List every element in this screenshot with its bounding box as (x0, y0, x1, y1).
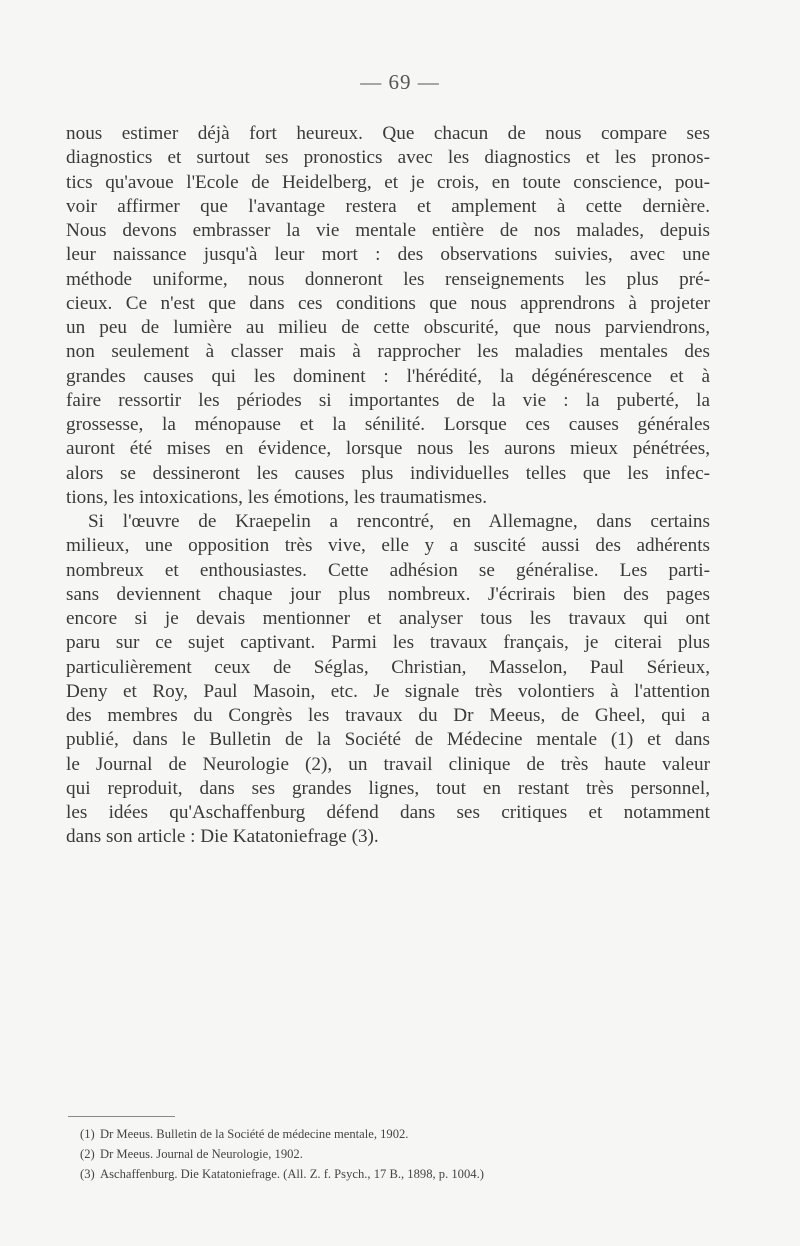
footnote-number: (2) (80, 1147, 95, 1161)
text-line: Nous devons embrasser la vie mentale entière de nos malades, depuis (66, 220, 710, 241)
text-line: nombreux et enthousiastes. Cette adhésion se généralise. Les parti- (66, 559, 710, 581)
text-line: cieux. Ce n'est que dans ces conditions que nous apprendrons à projeter (66, 292, 710, 314)
text-line: tions, les intoxications, les émotions, les traumatismes. (66, 486, 488, 508)
text-line: grossesse, la ménopause et la sénilité. Lorsque ces causes générales (66, 414, 710, 435)
text-line: publié, dans le Bulletin de la Société de Médecine mentale (1) et dans (66, 729, 710, 751)
text-line: méthode uniforme, nous donneront les renseignements les plus pré- (66, 268, 710, 290)
footnote-text: Aschaffenburg. Die Katatoniefrage. (All. Z. f. Psych., 17 B., 1898, p. 1004.) (100, 1167, 484, 1181)
page-number: — 69 — (360, 70, 440, 94)
text-line: des membres du Congrès les travaux du Dr Meeus, de Gheel, qui a (66, 705, 710, 726)
footnote-divider (68, 1116, 175, 1117)
text-line: milieux, une opposition très vive, elle y a suscité aussi des adhérents (66, 535, 710, 557)
footnote-text: Dr Meeus. Bulletin de la Société de médecine mentale, 1902. (100, 1127, 409, 1141)
text-line: faire ressortir les périodes si importantes de la vie : la puberté, la (66, 389, 710, 411)
text-line: les idées qu'Aschaffenburg défend dans ses critiques et notamment (66, 802, 710, 823)
footnote (80, 1164, 720, 1184)
text-line: qui reproduit, dans ses grandes lignes, tout en restant très personnel, (66, 777, 710, 799)
text-line: le Journal de Neurologie (2), un travail clinique de très haute valeur (66, 753, 710, 775)
text-line: Deny et Roy, Paul Masoin, etc. Je signale très volontiers à l'attention (66, 680, 710, 702)
text-line: encore si je devais mentionner et analyser tous les travaux qui ont (66, 608, 710, 629)
text-line: auront été mises en évidence, lorsque nous les aurons mieux pénétrées, (66, 438, 710, 460)
footnote-number: (3) (80, 1167, 95, 1181)
text-line: dans son article : Die Katatoniefrage (3). (66, 826, 379, 848)
text-line: particulièrement ceux de Séglas, Christian, Masselon, Paul Sérieux, (66, 656, 710, 678)
paragraph (66, 122, 710, 510)
text-line: alors se dessineront les causes plus individuelles telles que les infec- (66, 462, 710, 484)
text-line: Si l'œuvre de Kraepelin a rencontré, en Allemagne, dans certains (88, 511, 710, 532)
paragraph (66, 510, 710, 850)
text-line: non seulement à classer mais à rapprocher les maladies mentales des (66, 341, 710, 363)
text-line: leur naissance jusqu'à leur mort : des observations suivies, avec une (66, 244, 710, 266)
footnotes (80, 1124, 720, 1184)
text-line: tics qu'avoue l'Ecole de Heidelberg, et je crois, en toute conscience, pou- (66, 171, 710, 193)
body-text (66, 122, 710, 850)
text-line: nous estimer déjà fort heureux. Que chacun de nous compare ses (66, 123, 710, 144)
text-line: grandes causes qui les dominent : l'hérédité, la dégénérescence et à (66, 365, 710, 387)
text-line: paru sur ce sujet captivant. Parmi les travaux français, je citerai plus (66, 632, 710, 654)
footnote-text: Dr Meeus. Journal de Neurologie, 1902. (100, 1147, 303, 1161)
text-line: sans deviennent chaque jour plus nombreux. J'écrirais bien des pages (66, 583, 710, 605)
text-line: un peu de lumière au milieu de cette obscurité, que nous parviendrons, (66, 317, 710, 338)
footnote (80, 1144, 720, 1164)
footnote-number: (1) (80, 1127, 95, 1141)
text-line: diagnostics et surtout ses pronostics avec les diagnostics et les pronos- (66, 147, 710, 169)
text-line: voir affirmer que l'avantage restera et amplement à cette dernière. (66, 195, 710, 217)
footnote (80, 1124, 720, 1144)
